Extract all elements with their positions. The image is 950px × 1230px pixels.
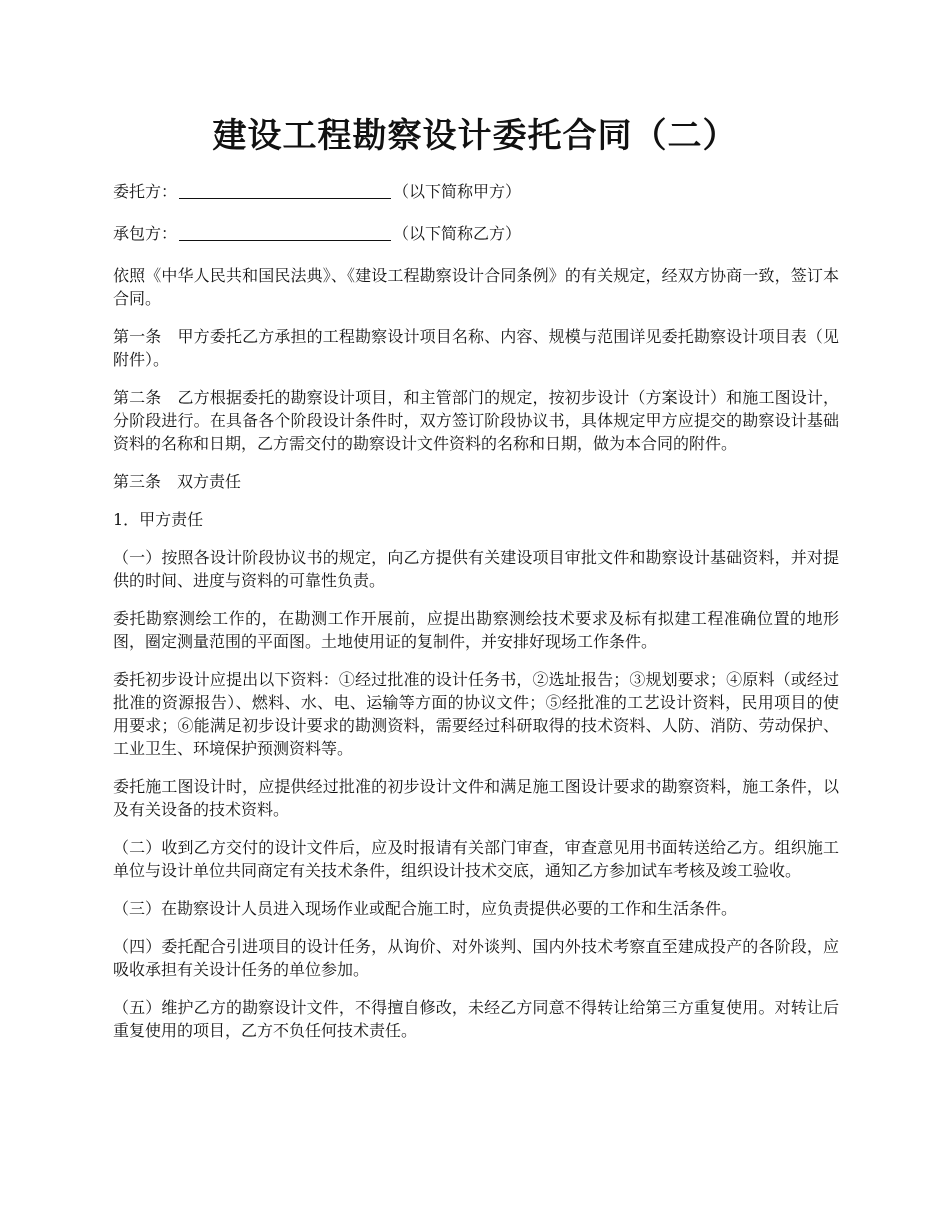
document-title: 建设工程勘察设计委托合同（二） [212,116,738,156]
contractor-note: （以下简称乙方） [393,224,522,243]
paragraph-duty-5: （五）维护乙方的勘察设计文件，不得擅自修改，未经乙方同意不得转让给第三方重复使用。对转让后重复使用的项目，乙方不负任何技术责任。 [113,998,839,1040]
paragraph-article-1: 第一条 甲方委托乙方承担的工程勘察设计项目名称、内容、规模与范围详见委托勘察设计项目表（见附件）。 [113,327,839,369]
heading-client-duties: 1．甲方责任 [113,510,204,529]
paragraph-preamble: 依照《中华人民共和国民法典》、《建设工程勘察设计合同条例》的有关规定，经双方协商一致，签订本合同。 [113,266,839,308]
contractor-name-blank [179,223,391,241]
paragraph-article-2: 第二条 乙方根据委托的勘察设计项目，和主管部门的规定，按初步设计（方案设计）和施工图设计，分阶段进行。在具备各个阶段设计条件时，双方签订阶段协议书，具体规定甲方应提交的勘察设计基础资料的名称和日期，乙方需交付的勘察设计文件资料的名称和日期，做为本合同的附件。 [113,388,839,453]
contractor-label: 承包方： [113,224,178,243]
paragraph-duty-1: （一）按照各设计阶段协议书的规定，向乙方提供有关建设项目审批文件和勘察设计基础资料，并对提供的时间、进度与资料的可靠性负责。 [113,548,839,590]
document-body [113,180,839,1057]
paragraph-duty-2: （二）收到乙方交付的设计文件后，应及时报请有关部门审查，审查意见用书面转送给乙方。组织施工单位与设计单位共同商定有关技术条件，组织设计技术交底，通知乙方参加试车考核及竣工验收。 [113,838,839,880]
contractor-party-line [113,222,839,245]
paragraph-duty-3: （三）在勘察设计人员进入现场作业或配合施工时，应负责提供必要的工作和生活条件。 [113,899,738,918]
client-party-line [113,180,839,203]
paragraph-construction-drawing: 委托施工图设计时，应提供经过批准的初步设计文件和满足施工图设计要求的勘察资料，施工条件，以及有关设备的技术资料。 [113,777,839,819]
client-label: 委托方： [113,182,178,201]
client-note: （以下简称甲方） [393,182,522,201]
heading-article-3: 第三条 双方责任 [113,472,242,491]
client-name-blank [179,181,391,199]
paragraph-duty-4: （四）委托配合引进项目的设计任务，从询价、对外谈判、国内外技术考察直至建成投产的各阶段，应吸收承担有关设计任务的单位参加。 [113,937,839,979]
paragraph-survey-requirements: 委托勘察测绘工作的，在勘测工作开展前，应提出勘察测绘技术要求及标有拟建工程准确位置的地形图，圈定测量范围的平面图。土地使用证的复制件，并安排好现场工作条件。 [113,609,839,651]
paragraph-preliminary-design: 委托初步设计应提出以下资料：①经过批准的设计任务书，②选址报告；③规划要求；④原料（或经过批准的资源报告）、燃料、水、电、运输等方面的协议文件；⑤经批准的工艺设计资料，民用项目的使用要求；⑥能满足初步设计要求的勘测资料，需要经过科研取得的技术资料、人防、消防、劳动保护、工业卫生、环境保护预测资料等。 [113,670,839,758]
